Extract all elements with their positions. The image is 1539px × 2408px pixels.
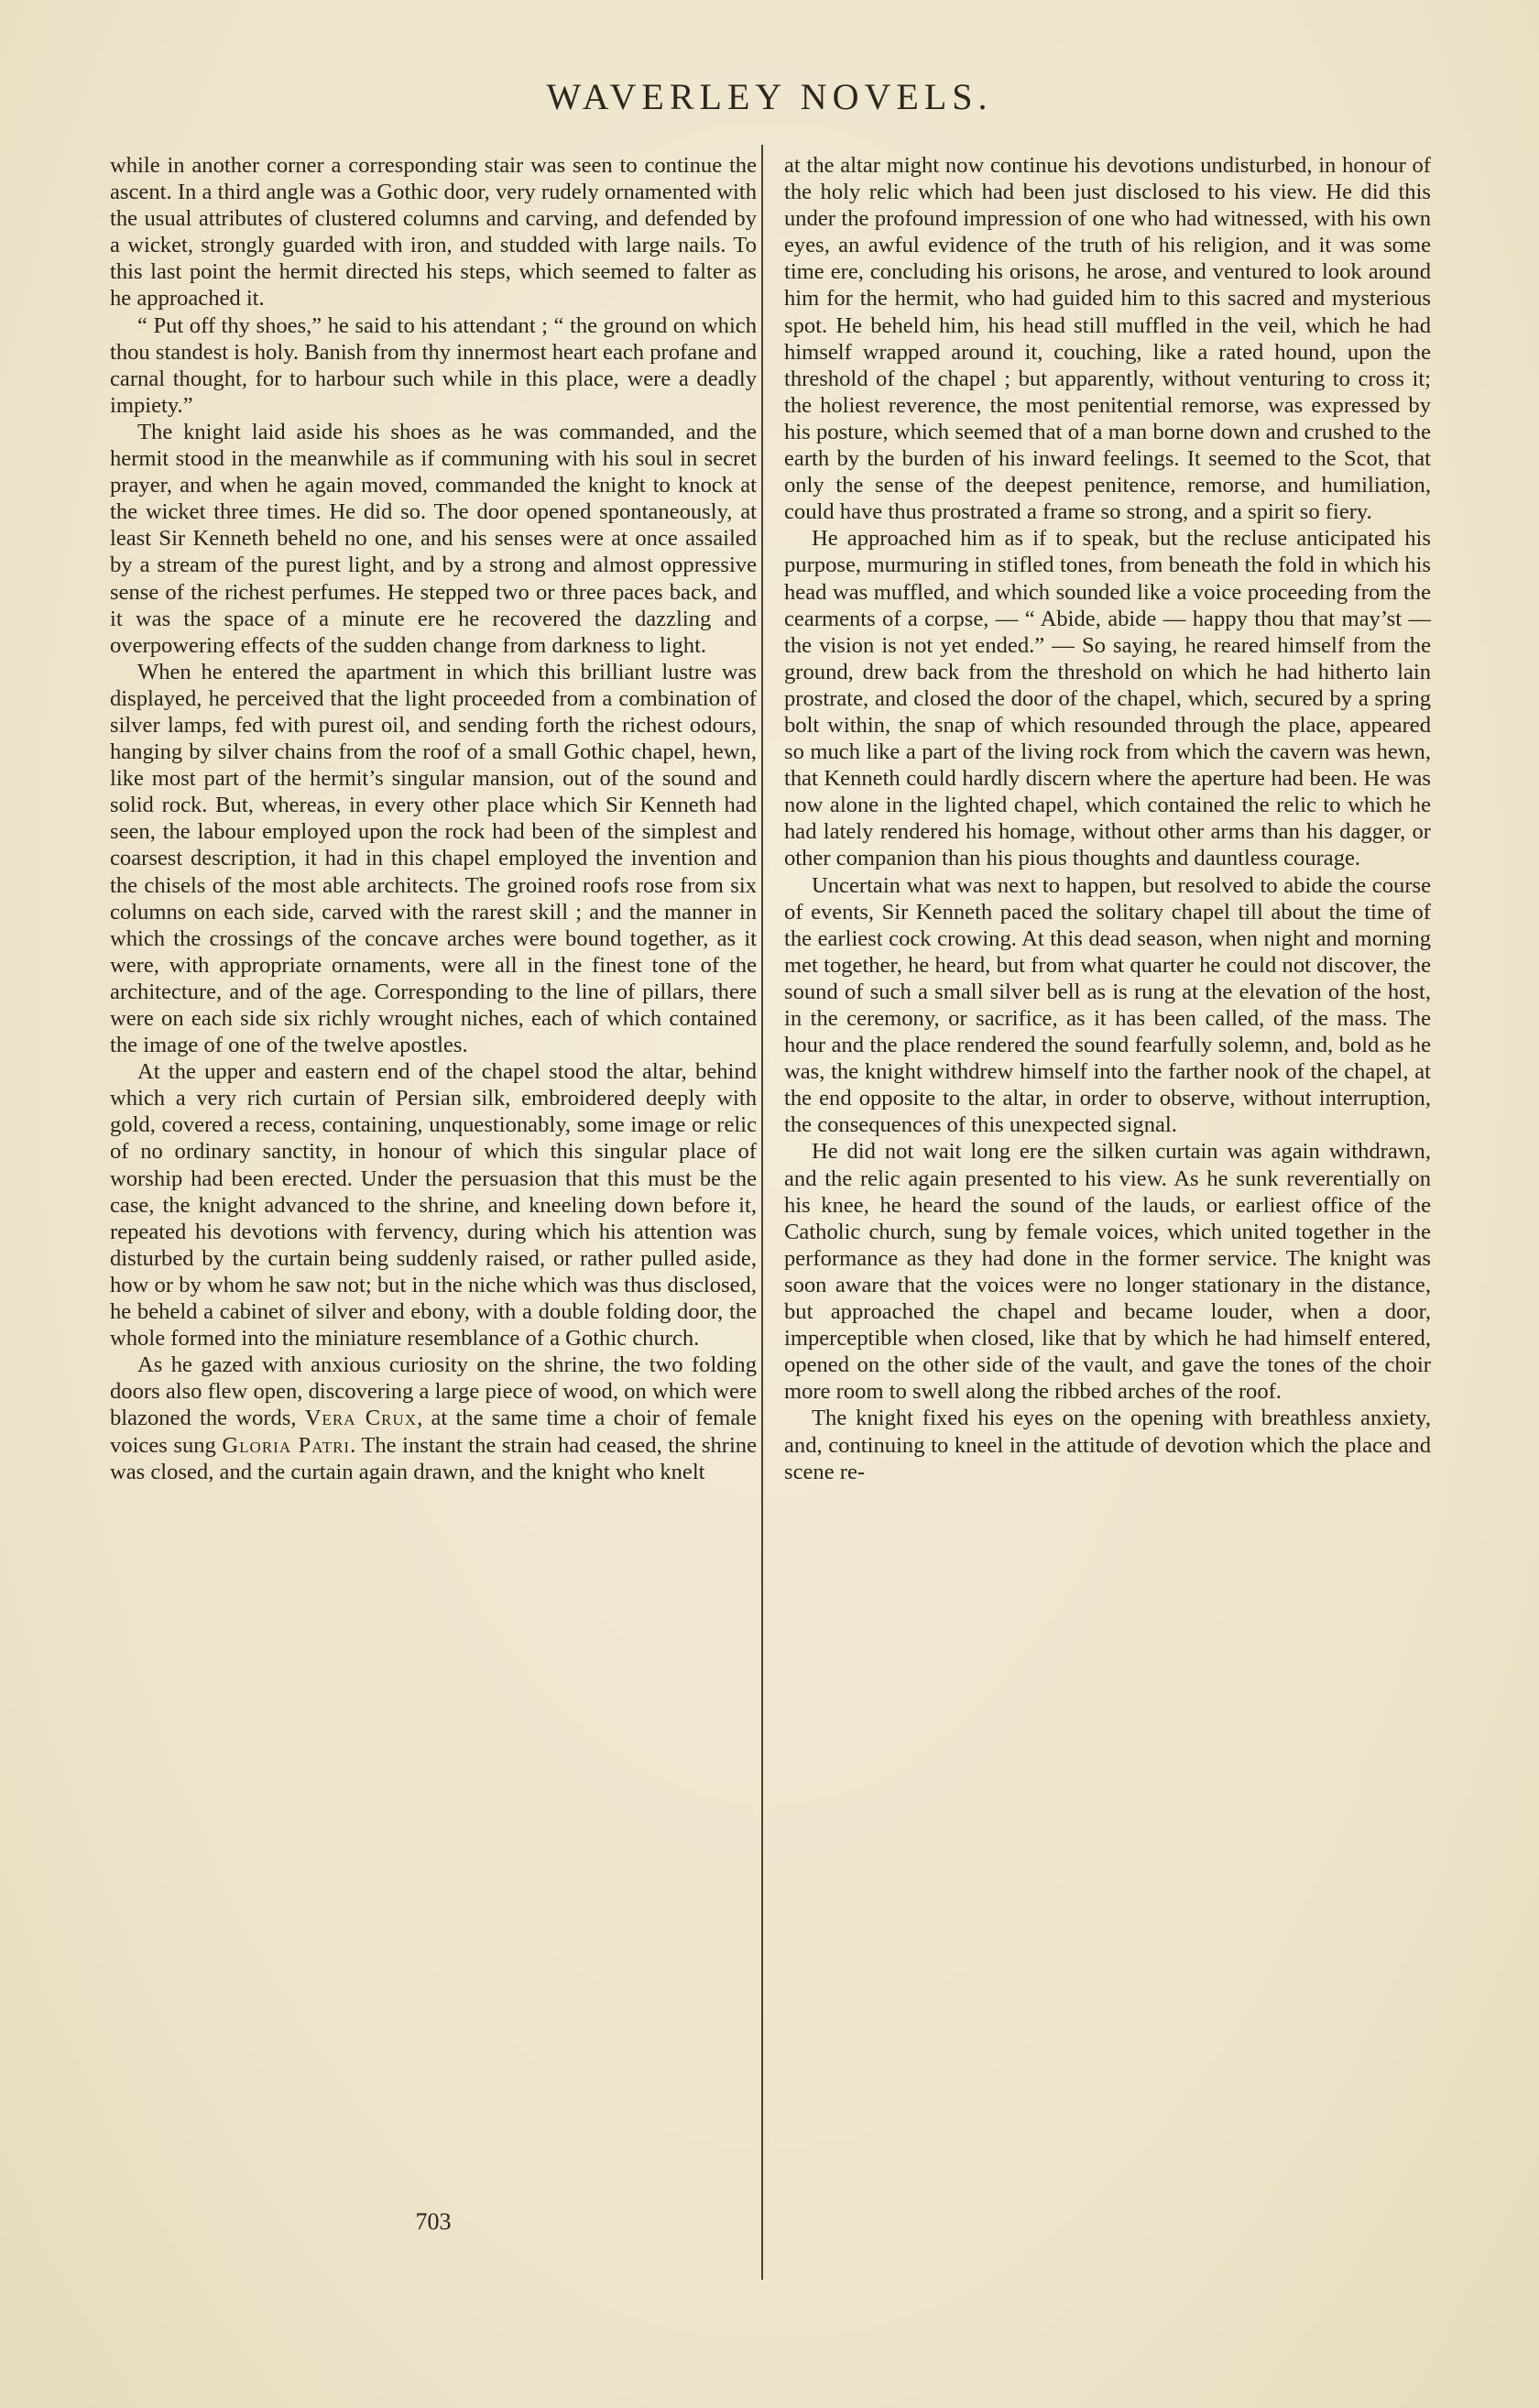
column-divider xyxy=(761,145,763,2280)
vera-crux-words: Vera Crux xyxy=(304,1406,418,1431)
text-run: As he gazed with anxious curiosity on the shrine, the two folding doors also flew open, discovering a large piece of wood, on which were blazoned the words, xyxy=(110,1352,757,1431)
paragraph: The knight laid aside his shoes as he was commanded, and the hermit stood in the meanwhile as if communing with his soul in secret prayer, and when he again moved, commanded the knight to knock at the wicket three times. He did so. The door opened spontaneously, at least Sir Kenneth beheld no one, and his senses were at once assailed by a stream of the purest light, and by a strong and almost oppressive sense of the richest perfumes. He stepped two or three paces back, and it was the space of a minute ere he recovered the dazzling and overpowering effects of the sudden change from darkness to light. xyxy=(110,419,757,658)
right-column xyxy=(784,152,1431,1485)
paragraph: at the altar might now continue his devotions undisturbed, in honour of the holy relic which had been just disclosed to his view. He did this under the profound impression of one who had witnessed, with his own eyes, an awful evidence of the truth of his religion, and it was some time ere, concluding his orisons, he arose, and ventured to look around him for the hermit, who had guided him to this sacred and mysterious spot. He beheld him, his head still muffled in the veil, which he had himself wrapped around it, couching, like a rated hound, upon the threshold of the chapel ; but apparently, without venturing to cross it; the holiest reverence, the most penitential remorse, was expressed by his posture, which seemed that of a man borne down and crushed to the earth by the burden of his inward feelings. It seemed to the Scot, that only the sense of the deepest penitence, remorse, and humiliation, could have thus prostrated a frame so strong, and a spirit so fiery. xyxy=(784,153,1431,525)
text-run: . The instant the strain had ceased, the shrine was closed, and the curtain again drawn, and the knight who knelt xyxy=(110,1432,757,1484)
paragraph: He did not wait long ere the silken curtain was again withdrawn, and the relic again presented to his view. As he sunk reverentially on his knee, he heard the sound of the lauds, or earliest office of the Catholic church, sung by female voices, which united together in the performance as they had done in the former service. The knight was soon aware that the voices were no longer stationary in the distance, but approached the chapel and became louder, when a door, imperceptible when closed, like that by which he had himself entered, opened on the other side of the vault, and gave the tones of the choir more room to swell along the ribbed arches of the roof. xyxy=(784,1139,1431,1405)
paragraph xyxy=(110,1352,757,1484)
paragraph: When he entered the apartment in which this brilliant lustre was displayed, he perceived that the light proceeded from a combination of silver lamps, fed with purest oil, and sending forth the richest odours, hanging by silver chains from the roof of a small Gothic chapel, hewn, like most part of the hermit’s singular mansion, out of the sound and solid rock. But, whereas, in every other place which Sir Kenneth had seen, the labour employed upon the rock had been of the simplest and coarsest description, it had in this chapel employed the invention and the chisels of the most able architects. The groined roofs rose from six columns on each side, carved with the rarest skill ; and the manner in which the crossings of the concave arches were bound together, as it were, with appropriate ornaments, were all in the finest tone of the architecture, and of the age. Corresponding to the line of pillars, there were on each side six richly wrought niches, each of which contained the image of one of the twelve apostles. xyxy=(110,659,757,1058)
paragraph: while in another corner a corresponding stair was seen to continue the ascent. In a third angle was a Gothic door, very rudely ornamented with the usual attributes of clustered columns and carving, and defended by a wicket, strongly guarded with iron, and studded with large nails. To this last point the hermit directed his steps, which seemed to falter as he approached it. xyxy=(110,153,757,312)
running-title: WAVERLEY NOVELS. xyxy=(546,76,993,117)
left-column xyxy=(110,152,757,1485)
paragraph: At the upper and eastern end of the chapel stood the altar, behind which a very rich curtain of Persian silk, embroidered deeply with gold, covered a recess, containing, unquestionably, some image or relic of no ordinary sanctity, in honour of which this singular place of worship had been erected. Under the persuasion that this must be the case, the knight advanced to the shrine, and kneeling down before it, repeated his devotions with fervency, during which his attention was disturbed by the curtain being suddenly raised, or rather pulled aside, how or by whom he saw not; but in the niche which was thus disclosed, he beheld a cabinet of silver and ebony, with a double folding door, the whole formed into the miniature resemblance of a Gothic church. xyxy=(110,1059,757,1352)
gloria-patri-words: Gloria Patri xyxy=(222,1432,351,1458)
paragraph: “ Put off thy shoes,” he said to his attendant ; “ the ground on which thou standest is holy. Banish from thy innermost heart each profane and carnal thought, for to harbour such while in this place, were a deadly impiety.” xyxy=(110,312,757,418)
text-run: , at the same time a choir of female voices sung xyxy=(110,1406,757,1458)
paragraph: Uncertain what was next to happen, but resolved to abide the course of events, Sir Kenneth paced the solitary chapel till about the time of the earliest cock crowing. At this dead season, when night and morning met together, he heard, but from what quarter he could not discover, the sound of such a small silver bell as is rung at the elevation of the host, in the ceremony, or sacrifice, as it has been called, of the mass. The hour and the place rendered the sound fearfully solemn, and, bold as he was, the knight withdrew himself into the farther nook of the chapel, at the end opposite to the altar, in order to observe, without interruption, the consequences of this unexpected signal. xyxy=(784,872,1431,1138)
page-number: 703 xyxy=(415,2208,452,2235)
paragraph: The knight fixed his eyes on the opening with breathless anxiety, and, continuing to kneel in the attitude of devotion which the place and scene re- xyxy=(784,1406,1431,1484)
paragraph: He approached him as if to speak, but the recluse anticipated his purpose, murmuring in stifled tones, from beneath the fold in which his head was muffled, and which sounded like a voice proceeding from the cearments of a corpse, — “ Abide, abide — happy thou that may’st — the vision is not yet ended.” — So saying, he reared himself from the ground, drew back from the threshold on which he had hitherto lain prostrate, and closed the door of the chapel, which, secured by a spring bolt within, the snap of which resounded through the place, appeared so much like a part of the living rock from which the cavern was hewn, that Kenneth could hardly discern where the aperture had been. He was now alone in the lighted chapel, which contained the relic to which he had lately rendered his homage, without other arms than his dagger, or other companion than his pious thoughts and dauntless courage. xyxy=(784,526,1431,871)
